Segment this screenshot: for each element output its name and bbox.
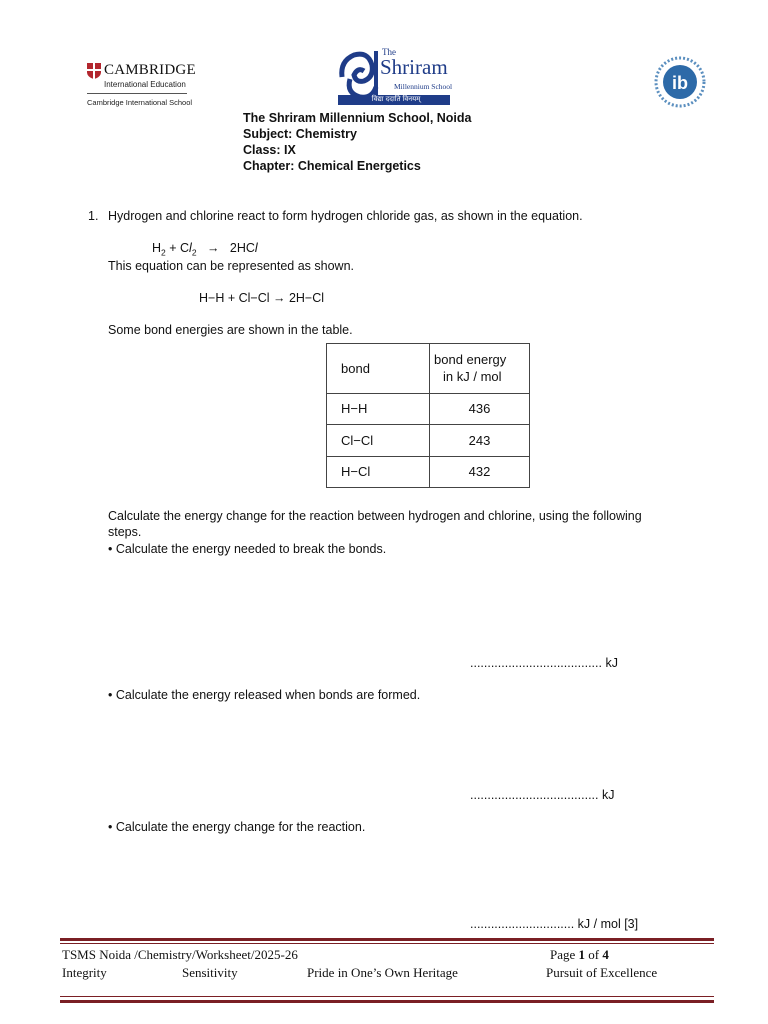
footer-rule-bottom: [60, 1000, 714, 1003]
cambridge-shield-icon: [87, 63, 101, 79]
table-header-row: [327, 344, 530, 394]
step-break-bonds: • Calculate the energy needed to break the bonds.: [108, 542, 387, 556]
bond-cell: H−H: [327, 393, 430, 424]
footer-value-integrity: Integrity: [62, 965, 107, 980]
shriram-subtitle: Millennium School: [394, 82, 453, 91]
step-energy-change: • Calculate the energy change for the reaction.: [108, 820, 366, 834]
table-row: [327, 456, 530, 487]
energy-cell: 432: [430, 456, 530, 487]
table-intro: Some bond energies are shown in the table.: [108, 323, 353, 337]
answer-line-energy-change[interactable]: .............................. kJ / mol [3]: [470, 917, 639, 931]
worksheet-header: [243, 110, 472, 174]
footer-value-excellence: Pursuit of Excellence: [546, 965, 658, 980]
answer-line-form-bonds[interactable]: ..................................... kJ: [470, 788, 615, 802]
step-form-bonds: • Calculate the energy released when bonds are formed.: [108, 688, 421, 702]
header-bond-energy: [430, 344, 530, 394]
class-line: Class: IX: [243, 143, 296, 157]
reaction-equation: $H_2 + Cl_2 \to 2HCl$: [152, 241, 258, 258]
cambridge-name: CAMBRIDGE: [104, 62, 196, 78]
footer-value-sensitivity: Sensitivity: [182, 965, 238, 980]
footer-value-heritage: Pride in One’s Own Heritage: [307, 965, 458, 980]
footer-rule-top-thin: [60, 943, 714, 944]
footer-doc-ref: TSMS Noida /Chemistry/Worksheet/2025-26: [62, 947, 298, 962]
structural-equation: H−H + Cl−Cl → 2H−Cl: [199, 291, 325, 305]
ib-logo: [654, 54, 706, 110]
ib-mark: ib: [672, 73, 688, 93]
chapter-line: Chapter: Chemical Energetics: [243, 159, 421, 173]
cambridge-subtitle: International Education: [104, 80, 186, 89]
school-name: The Shriram Millennium School, Noida: [243, 111, 472, 125]
shriram-the: The: [382, 47, 396, 57]
shriram-name: Shriram: [380, 55, 448, 79]
header-energy-line1: bond energy: [434, 352, 507, 368]
header-energy-line2: in kJ / mol: [443, 369, 502, 385]
shriram-logo: [336, 47, 452, 109]
calc-instruction-line2: steps.: [108, 525, 142, 539]
energy-cell: 436: [430, 393, 530, 424]
bond-energy-table: [326, 343, 530, 488]
calc-instruction-line1: Calculate the energy change for the reaction between hydrogen and chlorine, using the following: [108, 509, 642, 523]
bond-cell: Cl−Cl: [327, 425, 430, 456]
footer-rule-top: [60, 938, 714, 941]
bond-cell: H−Cl: [327, 456, 430, 487]
subject-line: Subject: Chemistry: [243, 127, 357, 141]
shriram-motto: विद्या ददाति विनयम्: [371, 96, 421, 103]
table-row: [327, 393, 530, 424]
cambridge-logo: [87, 61, 197, 111]
question-number: 1.: [88, 209, 99, 223]
footer-rule-bottom-thin: [60, 996, 714, 997]
cambridge-school-label: Cambridge International School: [87, 98, 193, 107]
energy-cell: 243: [430, 425, 530, 456]
footer-page-number: Page 1 of 4: [550, 947, 609, 962]
ib-seal-icon: [654, 54, 706, 110]
table-row: [327, 425, 530, 456]
divider: [87, 93, 187, 94]
header-bond: bond: [327, 344, 430, 394]
answer-line-break-bonds[interactable]: ...................................... kJ: [470, 656, 618, 670]
question-intro: Hydrogen and chlorine react to form hydrogen chloride gas, as shown in the equation.: [108, 209, 583, 223]
equation-represent-text: This equation can be represented as shown.: [108, 259, 354, 273]
